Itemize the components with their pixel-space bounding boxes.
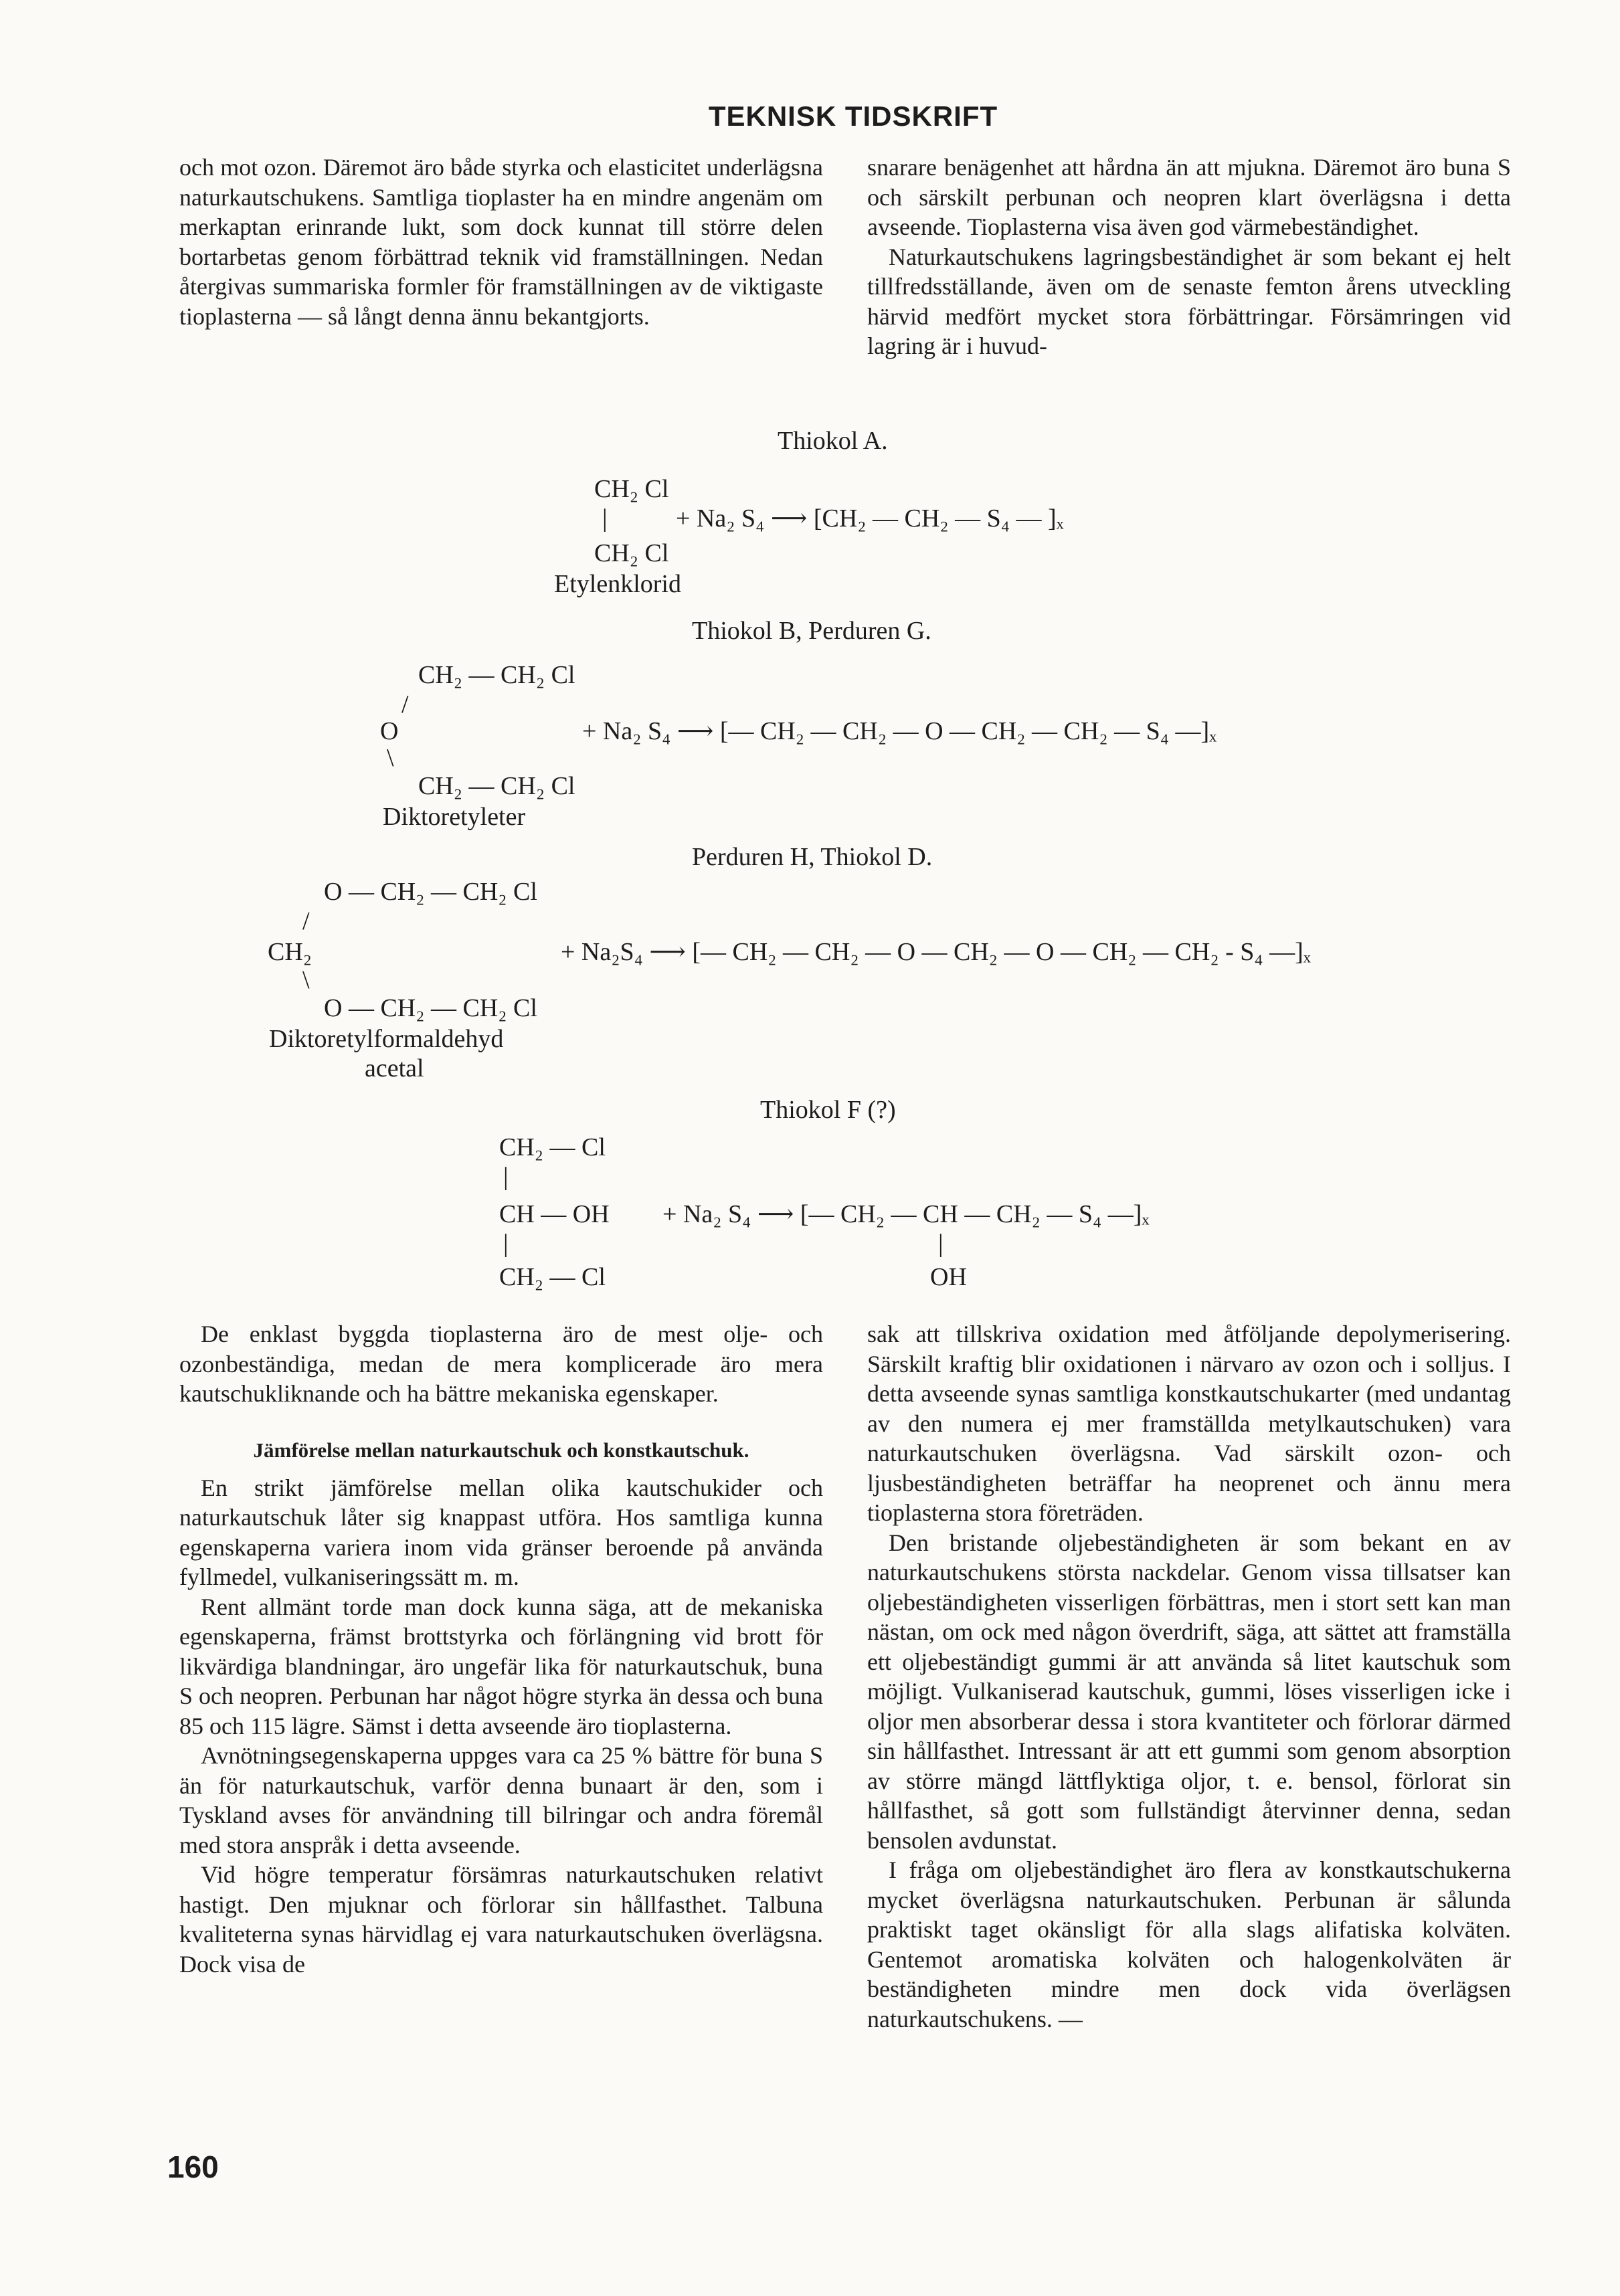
- bond-line: |: [503, 1163, 509, 1191]
- bond-line: |: [602, 504, 608, 533]
- bond-line: /: [401, 690, 409, 719]
- reaction-perduren-h: + Na₂S₄ ⟶ [— CH₂ — CH₂ — O — CH₂ — O — CH₂ — CH₂ - S₄ —]ₓ: [561, 938, 1311, 966]
- page-number: 160: [167, 2149, 219, 2184]
- reactant-name: Etylenklorid: [554, 570, 681, 598]
- column-bottom-right: [867, 1319, 1511, 2034]
- paragraph: Avnötningsegenskaperna uppges vara ca 25 % bättre för buna S än för naturkautschuk, varför denna bunaart är den, som i Tyskland avses för användning till bilringar och andra föremål med stora anspråk i detta avseende.: [179, 1742, 823, 1858]
- paragraph: I fråga om oljebeständighet äro flera av konstkautschukerna mycket överlägsna naturkautschuken. Perbunan är sålunda praktiskt taget okänsligt för alla slags alifatiska kolväten. Gentemot aromatiska kolväten och halogenkolväten är beständigheten mindre men dock vida överlägsen naturkautschukens. —: [867, 1856, 1511, 2032]
- column-top-right: [867, 153, 1511, 361]
- section-heading: Jämförelse mellan naturkautschuk och konstkautschuk.: [253, 1438, 749, 1462]
- formula-title-thiokol-f: Thiokol F (?): [760, 1096, 896, 1124]
- side-group: OH: [930, 1263, 967, 1291]
- reactant-top: CH₂ — CH₂ Cl: [418, 661, 575, 689]
- journal-masthead: TEKNISK TIDSKRIFT: [708, 100, 998, 132]
- paragraph: och mot ozon. Däremot äro både styrka och elasticitet underlägsna naturkautschukens. Samtliga tioplaster ha en mindre angenäm om merkaptan erinrande lukt, som dock kunnat till större delen bortarbetas genom förbättrad teknik vid framställningen. Nedan återgivas summariska formler för framställningen av de viktigaste tioplasterna — så långt denna ännu bekantgjorts.: [179, 154, 823, 330]
- formula-title-perduren-h: Perduren H, Thiokol D.: [692, 843, 933, 871]
- column-bottom-left: [179, 1319, 823, 1979]
- bond-line: |: [503, 1230, 509, 1258]
- reactant-bottom: O — CH₂ — CH₂ Cl: [324, 994, 537, 1022]
- column-top-left: [179, 153, 823, 331]
- formula-title-thiokol-b: Thiokol B, Perduren G.: [692, 617, 931, 645]
- formula-title-thiokol-a: Thiokol A.: [778, 427, 888, 455]
- paragraph: sak att tillskriva oxidation med åtföljande depolymerisering. Särskilt kraftig blir oxidationen i närvaro av ozon och i solljus. I detta avseende synas samtliga konstkautschukarter (med undantag av den numera ej mer framställda metylkautschuken) vara naturkautschuken överlägsna. Vad särskilt ozon- och ljusbeständigheten beträffar ha neoprenet och ännu mera tioplasterna stora företräden.: [867, 1321, 1511, 1526]
- bond-line: |: [938, 1230, 943, 1258]
- reactant-name: acetal: [365, 1054, 424, 1082]
- reactant-bottom: CH₂ Cl: [594, 539, 669, 567]
- bond-line: \: [302, 966, 310, 994]
- bond-line: \: [387, 744, 394, 772]
- paragraph: En strikt jämförelse mellan olika kautschukider och naturkautschuk låter sig knappast utföra. Hos samtliga kunna egenskaperna variera inom vida gränser beroende på använda fyllmedel, vulkaniseringssätt m. m.: [179, 1474, 823, 1590]
- reactant-mid: CH₂: [268, 938, 312, 966]
- paragraph: Rent allmänt torde man dock kunna säga, att de mekaniska egenskaperna, främst brottstyrka och förlängning vid brott för likvärdiga blandningar, äro ungefär lika för naturkautschuk, buna S och neopren. Perbunan har något högre styrka än dessa och buna 85 och 115 lägre. Sämst i detta avseende äro tioplasterna.: [179, 1593, 823, 1739]
- reactant-top: CH₂ Cl: [594, 475, 669, 503]
- reactant-bottom: CH₂ — CH₂ Cl: [418, 772, 575, 800]
- paragraph: Vid högre temperatur försämras naturkautschuken relativt hastigt. Den mjuknar och förlorar sin hållfasthet. Talbuna kvaliteterna synas härvidlag ej vara naturkautschuken överlägsna. Dock visa de: [179, 1861, 823, 1978]
- reaction-thiokol-b: + Na₂ S₄ ⟶ [— CH₂ — CH₂ — O — CH₂ — CH₂ — S₄ —]ₓ: [582, 717, 1217, 745]
- paragraph: De enklast byggda tioplasterna äro de mest olje- och ozonbeständiga, medan de mera komplicerade äro mera kautschukliknande och ha bättre mekaniska egenskaper.: [179, 1321, 823, 1407]
- reaction-thiokol-a: + Na₂ S₄ ⟶ [CH₂ — CH₂ — S₄ — ]ₓ: [676, 504, 1064, 533]
- reactant-name: Diktoretylformaldehyd: [269, 1025, 504, 1053]
- reactant-name: Diktoretyleter: [383, 803, 526, 831]
- reactant-mid: CH — OH: [499, 1200, 610, 1228]
- paragraph: Den bristande oljebeständigheten är som bekant en av naturkautschukens största nackdelar. Genom vissa tillsatser kan oljebeständigheten visserligen förbättras, men i stort sett kan man nästan, om ock med någon överdrift, säga, att sättet att framställa ett oljebeständigt gummi är att använda så litet kautschuk som möjligt. Vulkaniserad kautschuk, gummi, löses visserligen icke i oljor men absorberar dessa i stora kvantiteter och förlorar därmed sin hållfasthet. Intressant är att ett gummi som genom absorption av större mängd lättflyktiga oljor, t. e. bensol, förlorat sin hållfasthet, så gott som fullständigt återvinner denna, sedan bensolen avdunstat.: [867, 1529, 1511, 1854]
- paragraph: snarare benägenhet att hårdna än att mjukna. Däremot äro buna S och särskilt perbunan och neopren klart överlägsna i detta avseende. Tioplasterna visa även god värmebeständighet.: [867, 154, 1511, 240]
- reaction-thiokol-f: + Na₂ S₄ ⟶ [— CH₂ — CH — CH₂ — S₄ —]ₓ: [662, 1200, 1150, 1228]
- bond-line: /: [302, 907, 310, 935]
- reactant-bottom: CH₂ — Cl: [499, 1263, 606, 1291]
- reactant-top: O — CH₂ — CH₂ Cl: [324, 878, 537, 906]
- reactant-top: CH₂ — Cl: [499, 1133, 606, 1161]
- paragraph: Naturkautschukens lagringsbeständighet är som bekant ej helt tillfredsställande, även om de senaste femton årens utveckling härvid medfört mycket stora förbättringar. Försämringen vid lagring är i huvud-: [867, 243, 1511, 359]
- reactant-mid: O: [380, 717, 399, 745]
